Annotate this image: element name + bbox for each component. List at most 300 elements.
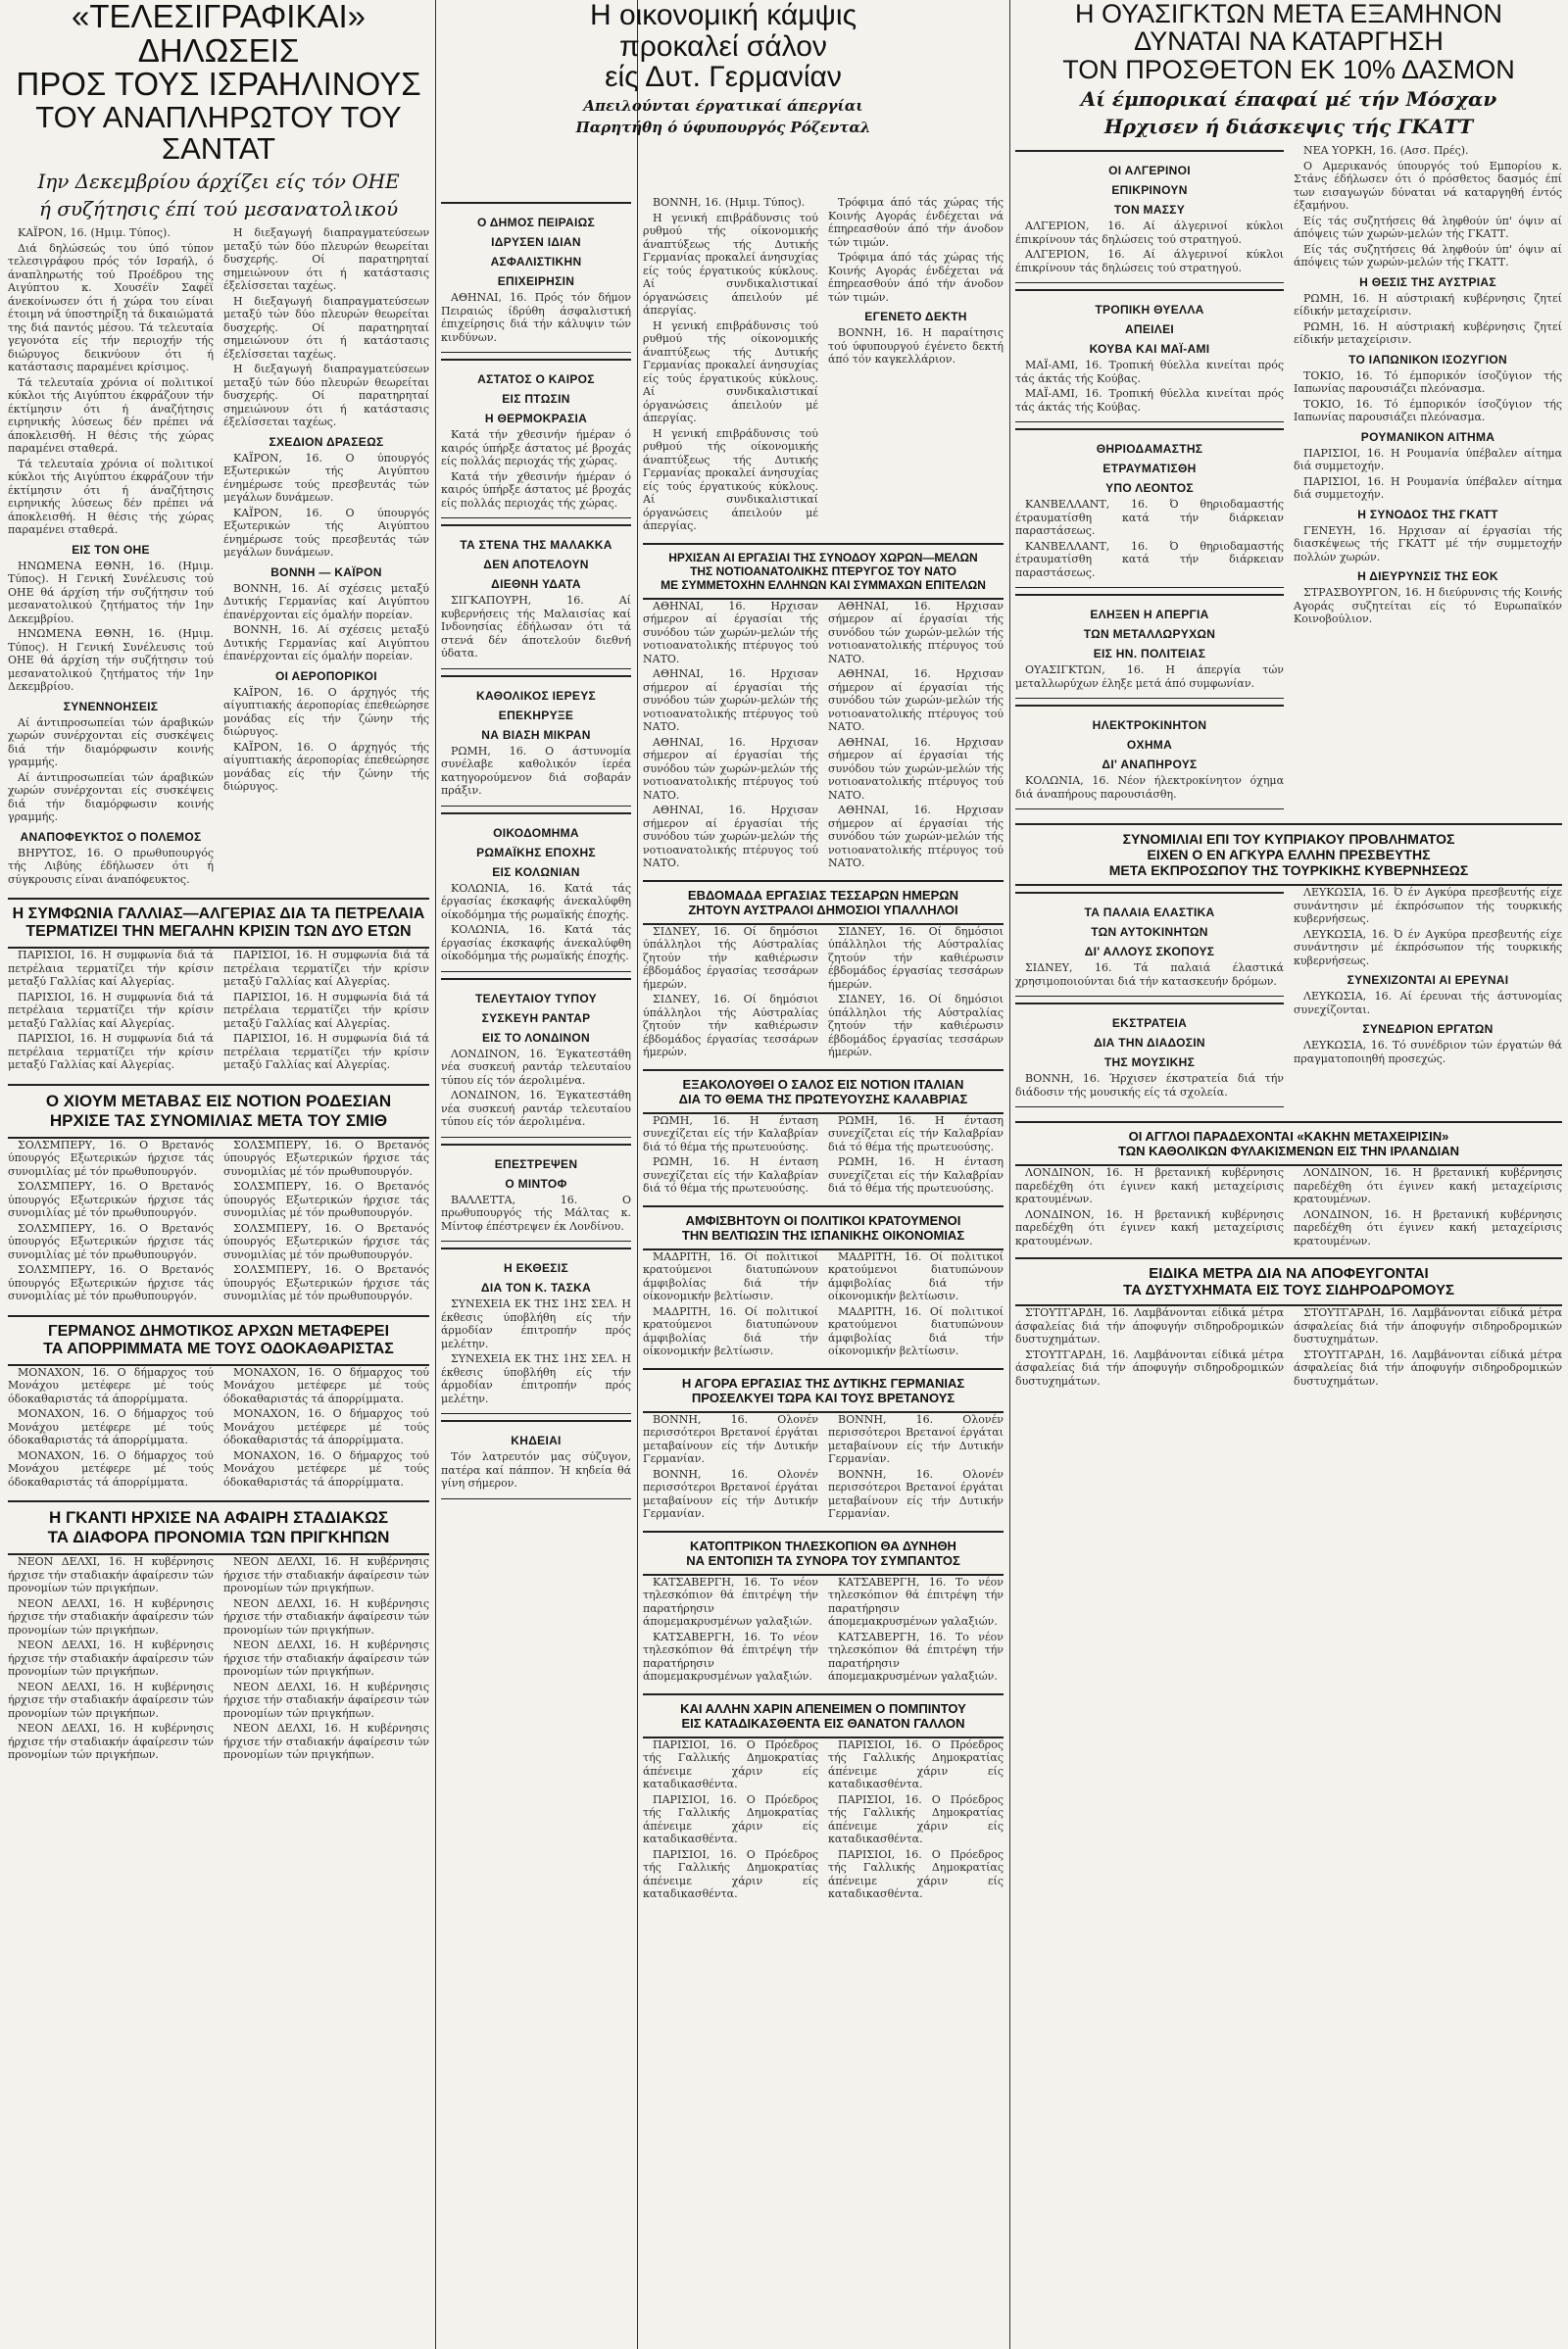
tariff-dateline: ΝΕΑ ΥΟΡΚΗ, 16. (Ασσ. Πρές).: [1303, 144, 1469, 158]
lead-col-2: [223, 226, 429, 888]
section-accepted: ΕΓΕΝΕΤΟ ΔΕΚΤΗ: [864, 310, 967, 323]
box-body: ΑΘΗΝΑΙ, 16. Πρός τόν δήμον Πειραιώς ίδρύθη άσφαλιστική έπιχείρησις διά τήν κάλυψιν τών κινδύνων.: [441, 291, 631, 344]
italy-article: [643, 1069, 1004, 1114]
gandhi-text: ΝΕΟΝ ΔΕΛΧΙ, 16. Η κυβέρνησις ήρχισε τήν σταδιακήν άφαίρεσιν τών προνομίων τών πριγκήπων.: [8, 1596, 214, 1637]
gandhi-text: ΝΕΟΝ ΔΕΛΧΙ, 16. Η κυβέρνησις ήρχισε τήν σταδιακήν άφαίρεσιν τών προνομίων τών πριγκήπων.: [223, 1555, 429, 1595]
box-title: ΑΣΦΑΛΙΣΤΙΚΗΝ: [490, 255, 582, 269]
box-title: ΔΙΑ ΤΟΝ Κ. ΤΑΣΚΑ: [480, 1281, 592, 1295]
section-gatt: Η ΣΥΝΟΔΟΣ ΤΗΣ ΓΚΑΤΤ: [1357, 507, 1498, 521]
section-weapons: ΟΙ ΑΕΡΟΠΟΡΙΚΟΙ: [275, 668, 377, 683]
col2-para: Η διεξαγωγή διαπραγματεύσεων μεταξύ τών δύο πλευρών θεωρείται δυσχερής. Οί παρατηρηταί σημειώνουν ότι ή κατάστασις έξελίσσεται ταχέως.: [223, 226, 429, 293]
box-title: ΕΠΙΚΡΙΝΟΥΝ: [1111, 183, 1188, 198]
box-body: ΛΟΝΔΙΝΟΝ, 16. Έγκατεστάθη νέα συσκευή ραντάρ τελευταίου τύπου είς τόν άερολιμένα.: [441, 1047, 631, 1087]
box-body: Τόν λατρευτόν μας σύζυγον, πατέρα καί πάππον. Ή κηδεία θά γίνη σήμερον.: [441, 1450, 631, 1490]
box-title: ΕΠΕΣΤΡΕΨΕΝ: [494, 1156, 578, 1171]
box-body: ΣΥΝΕΧΕΙΑ ΕΚ ΤΗΣ 1ΗΣ ΣΕΛ. Η έκθεσις ύποβλήθη είς τήν άρμοδίαν έπιτροπήν πρός μελέτην.: [441, 1297, 631, 1350]
cyprus-article: [1015, 823, 1562, 886]
home-text: ΣΟΛΣΜΠΕΡΥ, 16. Ο Βρετανός ύπουργός Εξωτερικών ήρχισε τάς συνομιλίας μέ τόν πρωθυπουργόν.: [223, 1138, 429, 1178]
telescope-body: [643, 1576, 1004, 1686]
spain-headline-2: ΤΗΝ ΒΕΛΤΙΩΣΙΝ ΤΗΣ ΙΣΠΑΝΙΚΗΣ ΟΙΚΟΝΟΜΙΑΣ: [681, 1227, 965, 1243]
section-workers: ΣΥΝΕΔΡΙΟΝ ΕΡΓΑΤΩΝ: [1362, 1022, 1494, 1037]
market-headline-2: ΠΡΟΣΕΛΚΥΕΙ ΤΩΡΑ ΚΑΙ ΤΟΥΣ ΒΡΕΤΑΝΟΥΣ: [691, 1390, 956, 1405]
telescope-text: ΚΑΤΣΑΒΕΡΓΗ, 16. Το νέον τηλεσκόπιον θά έπιτρέψη τήν παρατήρησιν άπομεμακρυσμένων γαλαξιών.: [643, 1630, 818, 1683]
box-title: ΕΚΣΤΡΑΤΕΙΑ: [1111, 1016, 1188, 1031]
section-bonn-cairo: ΒΟΝΝΗ — ΚΑΪΡΟΝ: [270, 564, 382, 579]
para-bonn-cairo: ΒΟΝΝΗ, 16. Αί σχέσεις μεταξύ Δυτικής Γερμανίας καί Αιγύπτου έπανέρχονται είς όμαλήν πορείαν.: [223, 581, 429, 621]
malacca-box: [441, 524, 631, 669]
home-text: ΣΟΛΣΜΠΕΡΥ, 16. Ο Βρετανός ύπουργός Εξωτερικών ήρχισε τάς συνομιλίας μέ τόν πρωθυπουργόν.: [223, 1180, 429, 1220]
tariff-headline-1: Η ΟΥΑΣΙΓΚΤΩΝ ΜΕΤΑ ΕΞΑΜΗΝΟΝ: [1075, 0, 1502, 28]
tariff-headline-2: ΔΥΝΑΤΑΙ ΝΑ ΚΑΤΑΡΓΗΣΗ: [1134, 26, 1444, 57]
box-title: ΚΟΥΒΑ ΚΑΙ ΜΑΪ-ΑΜΙ: [1089, 342, 1210, 357]
gandhi-text: ΝΕΟΝ ΔΕΛΧΙ, 16. Η κυβέρνησις ήρχισε τήν σταδιακήν άφαίρεσιν τών προνομίων τών πριγκήπων.: [223, 1639, 429, 1679]
algeria-text: ΠΑΡΙΣΙΟΙ, 16. Η συμφωνία διά τά πετρέλαια τερματίζει τήν κρίσιν μεταξύ Γαλλίας καί Αλγερίας.: [223, 949, 429, 989]
para-eoc: ΣΤΡΑΣΒΟΥΡΓΟΝ, 16. Η διεύρυνσις τής Κοινής Αγοράς συζητείται είς τό Ευρωπαϊκόν Κοινοβούλιον.: [1294, 586, 1562, 626]
lead-headline-2: ΠΡΟΣ ΤΟΥΣ ΙΣΡΑΗΛΙΝΟΥΣ: [16, 66, 421, 103]
box-body: ΚΟΛΩΝΙΑ, 16. Νέον ήλεκτροκίνητον όχημα διά άναπήρους παρουσιάσθη.: [1015, 774, 1284, 801]
box-title: ΑΣΤΑΤΟΣ Ο ΚΑΙΡΟΣ: [477, 372, 595, 386]
home-article: [8, 1084, 429, 1139]
center-block: [643, 0, 1004, 2349]
para-search: ΛΕΥΚΩΣΙΑ, 16. Αί έρευναι τής άστυνομίας συνεχίζονται.: [1294, 990, 1562, 1016]
box-body: ΚΟΛΩΝΙΑ, 16. Κατά τάς έργασίας έκσκαφής άνεκαλύφθη οίκοδόμημα τής ρωμαϊκής έποχής.: [441, 881, 631, 921]
para-austria: ΡΩΜΗ, 16. Η αύστριακή κυβέρνησις ζητεί είδικήν μεταχείρισιν.: [1294, 319, 1562, 347]
nato-text: ΑΘΗΝΑΙ, 16. Ηρχισαν σήμερον αί έργασίαι τής συνόδου τών χωρών-μελών τής νοτιοανατολικής πτέρυγος τού ΝΑΤΟ.: [643, 599, 818, 665]
algeria-article: [8, 898, 429, 949]
telescope-text: ΚΑΤΣΑΒΕΡΓΗ, 16. Το νέον τηλεσκόπιον θά έπιτρέψη τήν παρατήρησιν άπομεμακρυσμένων γαλαξιών.: [828, 1575, 1004, 1628]
gandhi-text: ΝΕΟΝ ΔΕΛΧΙ, 16. Η κυβέρνησις ήρχισε τήν σταδιακήν άφαίρεσιν τών προνομίων τών πριγκήπων.: [8, 1722, 214, 1762]
box-title: ΤΩΝ ΑΥΤΟΚΙΝΗΤΩΝ: [1091, 925, 1208, 940]
nato-text: ΑΘΗΝΑΙ, 16. Ηρχισαν σήμερον αί έργασίαι τής συνόδου τών χωρών-μελών τής νοτιοανατολικής πτέρυγος τού ΝΑΤΟ.: [828, 735, 1004, 802]
radar-box: [441, 978, 631, 1138]
box-body: ΜΑΪ-ΑΜΙ, 16. Τροπική θύελλα κινείται πρός τάς άκτάς τής Κούβας.: [1015, 359, 1284, 385]
gandhi-text: ΝΕΟΝ ΔΕΛΧΙ, 16. Η κυβέρνησις ήρχισε τήν σταδιακήν άφαίρεσιν τών προνομίων τών πριγκήπων.: [223, 1722, 429, 1762]
tariff-text: Ο Αμερικανός ύπουργός τού Εμπορίου κ. Στάνς έδήλωσεν ότι ό πρόσθετος δασμός έπί των εισαγωγών δύναται νά καταργηθή έντός έξαμήνου.: [1294, 159, 1562, 213]
pardon-body: [643, 1738, 1004, 1903]
box-title: ΔΙ' ΑΝΑΠΗΡΟΥΣ: [1102, 758, 1198, 772]
home-text: ΣΟΛΣΜΠΕΡΥ, 16. Ο Βρετανός ύπουργός Εξωτερικών ήρχισε τάς συνομιλίας μέ τόν πρωθυπουργόν.: [223, 1221, 429, 1261]
pardon-text: ΠΑΡΙΣΙΟΙ, 16. Ο Πρόεδρος τής Γαλλικής Δημοκρατίας άπένειμε χάριν είς καταδικασθέντα.: [828, 1737, 1004, 1790]
gandhi-body: [8, 1555, 429, 1764]
econ-body: [643, 196, 1004, 535]
spain-body: [643, 1250, 1004, 1360]
col5-para: Τρόφιμα άπό τάς χώρας τής Κοινής Αγοράς ένδέχεται νά έπηρεασθούν άπό τήν άνοδον τών τιμών.: [828, 251, 1004, 304]
storm-box: [1015, 289, 1284, 422]
gandhi-headline-2: ΤΑ ΔΙΑΦΟΡΑ ΠΡΟΝΟΜΙΑ ΤΩΝ ΠΡΙΓΚΗΠΩΝ: [47, 1528, 390, 1547]
munich-text: ΜΟΝΑΧΟΝ, 16. Ο δήμαρχος τού Μονάχου μετέφερε μέ τούς όδοκαθαριστάς τά άπορρίμματα.: [223, 1365, 429, 1405]
para-war: ΒΗΡΥΤΟΣ, 16. Ο πρωθυπουργός τής Λιβύης έδήλωσεν ότι ή σύγκρουσις είναι άναπόφευκτος.: [8, 846, 214, 886]
box-title: ΤΟΝ ΜΑΣΣΥ: [1113, 203, 1186, 218]
box-body: ΛΟΝΔΙΝΟΝ, 16. Έγκατεστάθη νέα συσκευή ραντάρ τελευταίου τύπου είς τόν άερολιμένα.: [441, 1089, 631, 1128]
rail-text: ΣΤΟΥΤΓΑΡΔΗ, 16. Λαμβάνονται είδικά μέτρα άσφαλείας διά τήν άποφυγήν σιδηροδρομικών δυστυχημάτων.: [1015, 1306, 1284, 1346]
box-body: ΣΙΔΝΕΥ, 16. Τά παλαιά έλαστικά χρησιμοποιούνται διά τήν κατασκευήν δρόμων.: [1015, 961, 1284, 988]
econ-headline-2: προκαλεί σάλον: [619, 29, 827, 63]
box-body: ΑΛΓΕΡΙΟΝ, 16. Αί άλγερινοί κύκλοι έπικρίνουν τάς δηλώσεις τού στρατηγού.: [1015, 248, 1284, 274]
para-austria: ΡΩΜΗ, 16. Η αύστριακή κυβέρνησις ζητεί είδικήν μεταχείρισιν.: [1294, 291, 1562, 318]
col5-para: Τρόφιμα άπό τάς χώρας τής Κοινής Αγοράς ένδέχεται νά έπηρεασθούν άπό τήν άνοδον τών τιμών.: [828, 196, 1004, 249]
tamer-box: [1015, 428, 1284, 588]
workweek-text: ΣΙΔΝΕΥ, 16. Οί δημόσιοι ύπάλληλοι τής Αύστραλίας ζητούν τήν καθιέρωσιν έβδομάδος έργασίας τεσσάρων ήμερών.: [643, 924, 818, 991]
algeria-headline-2: ΤΕΡΜΑΤΙΖΕΙ ΤΗΝ ΜΕΓΑΛΗΝ ΚΡΙΣΙΝ ΤΩΝ ΔΥΟ ΕΤΩΝ: [25, 923, 412, 941]
munich-headline-1: ΓΕΡΜΑΝΟΣ ΔΗΜΟΤΙΚΟΣ ΑΡΧΩΝ ΜΕΤΑΦΕΡΕΙ: [47, 1322, 390, 1340]
box-title: ΕΙΣ ΠΤΩΣΙΝ: [502, 392, 570, 406]
italy-text: ΡΩΜΗ, 16. Η ένταση συνεχίζεται είς τήν Καλαβρίαν διά τό θέμα τής πρωτευούσης.: [643, 1155, 818, 1195]
para-japan: ΤΟΚΙΟ, 16. Τό έμπορικόν ίσοζύγιον τής Ιαπωνίας παρουσιάζει πλεόνασμα.: [1294, 368, 1562, 396]
lead-article: [8, 0, 429, 220]
para-romania: ΠΑΡΙΣΙΟΙ, 16. Η Ρουμανία ύπέβαλεν αίτημα διά συμμετοχήν.: [1294, 474, 1562, 502]
ireland-headline-2: ΤΩΝ ΚΑΘΟΛΙΚΩΝ ΦΥΛΑΚΙΣΜΕΝΩΝ ΕΙΣ ΤΗΝ ΙΡΛΑΝΔΙΑΝ: [1117, 1144, 1460, 1159]
nato-article: [643, 543, 1004, 600]
telescope-article: [643, 1531, 1004, 1576]
tariff-subheadline-2: Ηρχισεν ή διάσκεψις τής ΓΚΑΤΤ: [1103, 115, 1474, 139]
right-block: [1015, 0, 1562, 2349]
box-title: ΕΠΙΧΕΙΡΗΣΙΝ: [497, 274, 575, 288]
cyprus-text: ΛΕΥΚΩΣΙΑ, 16. Ό έν Αγκύρα πρεσβευτής είχε συνάντησιν μέ έκπρόσωπον τής τουρκικής κυβερνήσεως.: [1294, 886, 1562, 926]
col7-para: Είς τάς συζητήσεις θά ληφθούν ύπ' όψιν αί άπόψεις τών χωρών-μελών τής ΓΚΑΤΤ.: [1294, 214, 1562, 241]
cyprus-headline-3: ΜΕΤΑ ΕΚΠΡΟΣΩΠΟΥ ΤΗΣ ΤΟΥΡΚΙΚΗΣ ΚΥΒΕΡΝΗΣΕΩΣ: [1108, 862, 1469, 879]
rail-text: ΣΤΟΥΤΓΑΡΔΗ, 16. Λαμβάνονται είδικά μέτρα άσφαλείας διά τήν άποφυγήν σιδηροδρομικών δυστυχημάτων.: [1015, 1347, 1284, 1388]
gandhi-article: [8, 1500, 429, 1555]
ireland-article: [1015, 1121, 1562, 1166]
cyprus-headline-2: ΕΙΧΕΝ Ο ΕΝ ΑΓΚΥΡΑ ΕΛΛΗΝ ΠΡΕΣΒΕΥΤΗΣ: [1147, 847, 1431, 863]
gandhi-text: ΝΕΟΝ ΔΕΛΧΙ, 16. Η κυβέρνησις ήρχισε τήν σταδιακήν άφαίρεσιν τών προνομίων τών πριγκήπων.: [8, 1680, 214, 1720]
rail-body: [1015, 1306, 1562, 1390]
nato-headline-2: ΤΗΣ ΝΟΤΙΟΑΝΑΤΟΛΙΚΗΣ ΠΤΕΡΥΓΟΣ ΤΟΥ ΝΑΤΟ: [690, 563, 956, 578]
spain-text: ΜΑΔΡΙΤΗ, 16. Οί πολιτικοί κρατούμενοι διατυπώνουν άμφιβολίας διά τήν οίκονομικήν βελτίωσιν.: [643, 1249, 818, 1302]
box-title: ΤΗΣ ΜΟΥΣΙΚΗΣ: [1103, 1055, 1196, 1070]
box-title: Η ΘΕΡΜΟΚΡΑΣΙΑ: [484, 412, 588, 425]
box-title: ΟΙ ΑΛΓΕΡΙΝΟΙ: [1108, 164, 1191, 178]
lead-dateline: ΚΑΪΡΟΝ, 16. (Ημιμ. Τύπος).: [18, 226, 171, 240]
algeria-headline-1: Η ΣΥΜΦΩΝΙΑ ΓΑΛΛΙΑΣ—ΑΛΓΕΡΙΑΣ ΔΙΑ ΤΑ ΠΕΤΡΕΛΑΙΑ: [12, 905, 425, 923]
para-un: ΗΝΩΜΕΝΑ ΕΘΝΗ, 16. (Ημιμ. Τύπος). Η Γενική Συνέλευσις τού ΟΗΕ θά άρχίση τήν συζήτησιν τού μεσανατολικού ζητήματος τήν 1ην Δεκεμβρίου.: [8, 559, 214, 625]
italy-headline-2: ΔΙΑ ΤΟ ΘΕΜΑ ΤΗΣ ΠΡΩΤΕΥΟΥΣΗΣ ΚΑΛΑΒΡΙΑΣ: [678, 1091, 968, 1106]
workweek-headline-2: ΖΗΤΟΥΝ ΑΥΣΤΡΑΛΟΙ ΔΗΜΟΣΙΟΙ ΥΠΑΛΛΗΛΟΙ: [688, 902, 958, 917]
lead-headline-1: «ΤΕΛΕΣΙΓΡΑΦΙΚΑΙ» ΔΗΛΩΣΕΙΣ: [72, 0, 366, 69]
section-search: ΣΥΝΕΧΙΖΟΝΤΑΙ ΑΙ ΕΡΕΥΝΑΙ: [1347, 973, 1509, 988]
algeria-text: ΠΑΡΙΣΙΟΙ, 16. Η συμφωνία διά τά πετρέλαια τερματίζει τήν κρίσιν μεταξύ Γαλλίας καί Αλγερίας.: [8, 990, 214, 1030]
market-text: ΒΟΝΝΗ, 16. Ολονέν περισσότεροι Βρετανοί έργάται μεταβαίνουν είς τήν Δυτικήν Γερμανίαν.: [643, 1412, 818, 1465]
italy-text: ΡΩΜΗ, 16. Η ένταση συνεχίζεται είς τήν Καλαβρίαν διά τό θέμα τής πρωτευούσης.: [828, 1113, 1004, 1153]
home-body: [8, 1139, 429, 1305]
pardon-text: ΠΑΡΙΣΙΟΙ, 16. Ο Πρόεδρος τής Γαλλικής Δημοκρατίας άπένειμε χάριν είς καταδικασθέντα.: [828, 1847, 1004, 1900]
nato-text: ΑΘΗΝΑΙ, 16. Ηρχισαν σήμερον αί έργασίαι τής συνόδου τών χωρών-μελών τής νοτιοανατολικής πτέρυγος τού ΝΑΤΟ.: [643, 667, 818, 733]
column-rule: [1009, 0, 1010, 2349]
rail-text: ΣΤΟΥΤΓΑΡΔΗ, 16. Λαμβάνονται είδικά μέτρα άσφαλείας διά τήν άποφυγήν σιδηροδρομικών δυστυχημάτων.: [1294, 1306, 1562, 1346]
box-title: ΙΔΡΥΣΕΝ ΙΔΙΑΝ: [491, 235, 581, 249]
econ-headline-3: είς Δυτ. Γερμανίαν: [605, 61, 842, 93]
col2-para: Η διεξαγωγή διαπραγματεύσεων μεταξύ τών δύο πλευρών θεωρείται δυσχερής. Οί παρατηρηταί σημειώνουν ότι ή κατάστασις έξελίσσεται ταχέως.: [223, 363, 429, 429]
home-text: ΣΟΛΣΜΠΕΡΥ, 16. Ο Βρετανός ύπουργός Εξωτερικών ήρχισε τάς συνομιλίας μέ τόν πρωθυπουργόν.: [8, 1221, 214, 1261]
box-body: ΚΑΝΒΕΛΛΑΝΤ, 16. Ό θηριοδαμαστής έτραυματίσθη κατά τήν διάρκειαν παραστάσεως.: [1015, 498, 1284, 538]
ireland-text: ΛΟΝΔΙΝΟΝ, 16. Η βρετανική κυβέρνησις παρεδέχθη ότι έγινεν κακή μεταχείρισις κρατουμένων.: [1015, 1207, 1284, 1248]
box-body: Κατά τήν χθεσινήν ήμέραν ό καιρός ύπήρξε άστατος μέ βροχάς είς πολλάς περιοχάς τής χώρας.: [441, 428, 631, 467]
tariff-subheadline-1: Αί έμπορικαί έπαφαί μέ τήν Μόσχαν: [1080, 87, 1497, 112]
workweek-text: ΣΙΔΝΕΥ, 16. Οί δημόσιοι ύπάλληλοι τής Αύστραλίας ζητούν τήν καθιέρωσιν έβδομάδος έργασίας τεσσάρων ήμερών.: [828, 993, 1004, 1058]
box-body: ΡΩΜΗ, 16. Ο άστυνομία συνέλαβε καθολικόν ίερέα κατηγορούμενον διά σοβαράν πράξιν.: [441, 744, 631, 797]
econ-subheadline-1: Απειλούνται έργατικαί άπεργίαι: [583, 96, 863, 115]
workweek-article: [643, 880, 1004, 925]
munich-text: ΜΟΝΑΧΟΝ, 16. Ο δήμαρχος τού Μονάχου μετέφερε μέ τούς όδοκαθαριστάς τά άπορρίμματα.: [8, 1365, 214, 1405]
left-block: [8, 0, 429, 2349]
munich-text: ΜΟΝΑΧΟΝ, 16. Ο δήμαρχος τού Μονάχου μετέφερε μέ τούς όδοκαθαριστάς τά άπορρίμματα.: [8, 1448, 214, 1489]
telescope-headline-2: ΝΑ ΕΝΤΟΠΙΣΗ ΤΑ ΣΥΝΟΡΑ ΤΟΥ ΣΥΜΠΑΝΤΟΣ: [686, 1552, 960, 1568]
tariff-article-head: [1015, 0, 1562, 138]
box-body: ΒΟΝΝΗ, 16. Ήρχισεν έκστρατεία διά τήν διάδοσιν τής μουσικής είς τά σχολεία.: [1015, 1072, 1284, 1099]
box-body: ΚΟΛΩΝΙΑ, 16. Κατά τάς έργασίας έκσκαφής άνεκαλύφθη οίκοδόμημα τής ρωμαϊκής έποχής.: [441, 923, 631, 962]
box-title: ΥΠΟ ΛΕΟΝΤΟΣ: [1105, 481, 1194, 496]
music-box: [1015, 1003, 1284, 1107]
strike-box: [1015, 594, 1284, 699]
market-headline-1: Η ΑΓΟΡΑ ΕΡΓΑΣΙΑΣ ΤΗΣ ΔΥΤΙΚΗΣ ΓΕΡΜΑΝΙΑΣ: [681, 1375, 965, 1391]
telescope-text: ΚΑΤΣΑΒΕΡΓΗ, 16. Το νέον τηλεσκόπιον θά έπιτρέψη τήν παρατήρησιν άπομεμακρυσμένων γαλαξιών.: [643, 1575, 818, 1628]
algeria-text: ΠΑΡΙΣΙΟΙ, 16. Η συμφωνία διά τά πετρέλαια τερματίζει τήν κρίσιν μεταξύ Γαλλίας καί Αλγερίας.: [223, 1032, 429, 1072]
munich-text: ΜΟΝΑΧΟΝ, 16. Ο δήμαρχος τού Μονάχου μετέφερε μέ τούς όδοκαθαριστάς τά άπορρίμματα.: [8, 1407, 214, 1447]
col7-para: Είς τάς συζητήσεις θά ληφθούν ύπ' όψιν αί άπόψεις τών χωρών-μελών τής ΓΚΑΤΤ.: [1294, 242, 1562, 269]
box-title: ΤΑ ΠΑΛΑΙΑ ΕΛΑΣΤΙΚΑ: [1084, 905, 1215, 920]
para-romania: ΠΑΡΙΣΙΟΙ, 16. Η Ρουμανία ύπέβαλεν αίτημα διά συμμετοχήν.: [1294, 446, 1562, 473]
nato-text: ΑΘΗΝΑΙ, 16. Ηρχισαν σήμερον αί έργασίαι τής συνόδου τών χωρών-μελών τής νοτιοανατολικής πτέρυγος τού ΝΑΤΟ.: [643, 804, 818, 869]
para-plans: ΚΑΪΡΟΝ, 16. Ο ύπουργός Εξωτερικών τής Αιγύπτου ένημέρωσε τούς πρεσβευτάς τών μεγάλων δυνάμεων.: [223, 506, 429, 560]
funeral-box: [441, 1420, 631, 1499]
lead-body: Διά δηλώσεώς του ύπό τύπον τελεσιγράφου πρός τόν Ισραήλ, ό άναπληρωτής τού Προέδρου της Αιγύπτου κ. Χουσέϊν Σαφέϊ άνεκοίνωσεν ότι ή χώρα του είναι έτοιμη νά ύποστηρίξη τά δικαιώματά της διά παντός μέσου. Τά τελευταία γεγονότα είς τήν περιοχήν τής διώρυγος δεικνύουν ότι ή κατάστασις παραμένει κρίσιμος.: [8, 241, 214, 374]
right-upper-columns: [1015, 144, 1562, 815]
home-headline-1: Ο ΧΙΟΥΜ ΜΕΤΑΒΑΣ ΕΙΣ ΝΟΤΙΟΝ ΡΟΔΕΣΙΑΝ: [45, 1091, 392, 1110]
pardon-text: ΠΑΡΙΣΙΟΙ, 16. Ο Πρόεδρος τής Γαλλικής Δημοκρατίας άπένειμε χάριν είς καταδικασθέντα.: [643, 1792, 818, 1845]
mintoff-box: [441, 1144, 631, 1243]
ireland-text: ΛΟΝΔΙΝΟΝ, 16. Η βρετανική κυβέρνησις παρεδέχθη ότι έγινεν κακή μεταχείρισις κρατουμένων.: [1294, 1166, 1562, 1206]
section-eoc: Η ΔΙΕΥΡΥΝΣΙΣ ΤΗΣ ΕΟΚ: [1357, 569, 1498, 584]
algeria-text: ΠΑΡΙΣΙΟΙ, 16. Η συμφωνία διά τά πετρέλαια τερματίζει τήν κρίσιν μεταξύ Γαλλίας καί Αλγερίας.: [223, 990, 429, 1030]
market-body: [643, 1413, 1004, 1523]
labour-market-article: [643, 1368, 1004, 1413]
col6: [1015, 144, 1284, 815]
tyres-box: [1015, 892, 1284, 997]
ireland-text: ΛΟΝΔΙΝΟΝ, 16. Η βρετανική κυβέρνησις παρεδέχθη ότι έγινεν κακή μεταχείρισις κρατουμένων.: [1015, 1166, 1284, 1206]
para-accepted: ΒΟΝΝΗ, 16. Η παραίτησις τού ύφυπουργού έγένετο δεκτή άπό τόν καγκελλάριον.: [828, 326, 1004, 366]
priest-box: [441, 675, 631, 807]
column-rule: [435, 0, 436, 2349]
nato-body: [643, 600, 1004, 872]
gandhi-headline-1: Η ΓΚΑΝΤΙ ΗΡΧΙΣΕ ΝΑ ΑΦΑΙΡΗ ΣΤΑΔΙΑΚΩΣ: [48, 1508, 389, 1528]
para-agreement: Αί άντιπροσωπείαι τών άραβικών χωρών συνέρχονται είς συσκέψεις διά τήν διαμόρφωσιν κοινής γραμμής.: [8, 770, 214, 824]
lead-subheadline-2: ή συζήτησις έπί τού μεσανατολικού: [38, 197, 399, 221]
box-title: ΕΙΣ ΚΟΛΩΝΙΑΝ: [492, 864, 580, 879]
econ-text: Η γενική επιβράδυνσις τού ρυθμού τής οίκονομικής άναπτύξεως τής Δυτικής Γερμανίας προκαλεί άνησυχίας είς τούς έργατικούς κύκλους. Αί συνδικαλιστικαί όργανώσεις άπειλούν μέ άπεργίας.: [643, 211, 818, 317]
rail-headline-2: ΤΑ ΔΥΣΤΥΧΗΜΑΤΑ ΕΙΣ ΤΟΥΣ ΣΙΔΗΡΟΔΡΟΜΟΥΣ: [1123, 1282, 1454, 1299]
pardon-text: ΠΑΡΙΣΙΟΙ, 16. Ο Πρόεδρος τής Γαλλικής Δημοκρατίας άπένειμε χάριν είς καταδικασθέντα.: [828, 1792, 1004, 1845]
box-title: Ο ΜΙΝΤΟΦ: [505, 1176, 567, 1191]
box-title: ΘΗΡΙΟΔΑΜΑΣΤΗΣ: [1096, 442, 1203, 457]
rail-article: [1015, 1257, 1562, 1306]
para-gatt: ΓΕΝΕΥΗ, 16. Ηρχισαν αί έργασίαι τής διασκέψεως τής ΓΚΑΤΤ μέ τήν συμμετοχήν πολλών χωρών.: [1294, 523, 1562, 563]
para-un: ΗΝΩΜΕΝΑ ΕΘΝΗ, 16. (Ημιμ. Τύπος). Η Γενική Συνέλευσις τού ΟΗΕ θά άρχίση τήν συζήτησιν τού μεσανατολικού ζητήματος τήν 1ην Δεκεμβρίου.: [8, 627, 214, 694]
gandhi-text: ΝΕΟΝ ΔΕΛΧΙ, 16. Η κυβέρνησις ήρχισε τήν σταδιακήν άφαίρεσιν τών προνομίων τών πριγκήπων.: [8, 1555, 214, 1595]
box-body: ΒΑΛΛΕΤΤΑ, 16. Ο πρωθυπουργός τής Μάλτας κ. Μίντοφ έπέστρεψεν έκ Λονδίνου.: [441, 1193, 631, 1233]
box-title: ΕΤΡΑΥΜΑΤΙΣΘΗ: [1102, 462, 1197, 476]
box-body: ΜΑΪ-ΑΜΙ, 16. Τροπική θύελλα κινείται πρός τάς άκτάς τής Κούβας.: [1015, 387, 1284, 414]
cologne-box: [441, 812, 631, 972]
market-text: ΒΟΝΝΗ, 16. Ολονέν περισσότεροι Βρετανοί έργάται μεταβαίνουν είς τήν Δυτικήν Γερμανίαν.: [828, 1467, 1004, 1520]
cyprus-headline-1: ΣΥΝΟΜΙΛΙΑΙ ΕΠΙ ΤΟΥ ΚΥΠΡΙΑΚΟΥ ΠΡΟΒΛΗΜΑΤΟΣ: [1122, 831, 1455, 848]
box-title: ΤΕΛΕΥΤΑΙΟΥ ΤΥΠΟΥ: [475, 991, 597, 1005]
home-text: ΣΟΛΣΜΠΕΡΥ, 16. Ο Βρετανός ύπουργός Εξωτερικών ήρχισε τάς συνομιλίας μέ τόν πρωθυπουργόν.: [8, 1180, 214, 1220]
box-title: ΟΧΗΜΑ: [1126, 738, 1173, 753]
section-un: ΕΙΣ ΤΟΝ ΟΗΕ: [72, 542, 150, 557]
workweek-headline-1: ΕΒΔΟΜΑΔΑ ΕΡΓΑΣΙΑΣ ΤΕΣΣΑΡΩΝ ΗΜΕΡΩΝ: [687, 887, 959, 903]
box-title: Ο ΔΗΜΟΣ ΠΕΙΡΑΙΩΣ: [476, 216, 596, 229]
box-title: ΚΗΔΕΙΑΙ: [511, 1434, 562, 1447]
lead-col-1: [8, 226, 214, 888]
algeria-body: [8, 949, 429, 1074]
nato-text: ΑΘΗΝΑΙ, 16. Ηρχισαν σήμερον αί έργασίαι τής συνόδου τών χωρών-μελών τής νοτιοανατολικής πτέρυγος τού ΝΑΤΟ.: [828, 599, 1004, 665]
nato-headline-1: ΗΡΧΙΣΑΝ ΑΙ ΕΡΓΑΣΙΑΙ ΤΗΣ ΣΥΝΟΔΟΥ ΧΩΡΩΝ—ΜΕΛΩΝ: [668, 550, 978, 564]
box-title: ΤΡΟΠΙΚΗ ΘΥΕΛΛΑ: [1095, 303, 1204, 318]
section-agreement: ΣΥΝΕΝΝΟΗΣΕΙΣ: [63, 699, 159, 713]
box-title: ΔΙΑ ΤΗΝ ΔΙΑΔΟΣΙΝ: [1094, 1036, 1205, 1051]
report-box: [441, 1248, 631, 1414]
market-text: ΒΟΝΝΗ, 16. Ολονέν περισσότεροι Βρετανοί έργάται μεταβαίνουν είς τήν Δυτικήν Γερμανίαν.: [643, 1467, 818, 1520]
munich-text: ΜΟΝΑΧΟΝ, 16. Ο δήμαρχος τού Μονάχου μετέφερε μέ τούς όδοκαθαριστάς τά άπορρίμματα.: [223, 1448, 429, 1489]
italy-text: ΡΩΜΗ, 16. Η ένταση συνεχίζεται είς τήν Καλαβρίαν διά τό θέμα τής πρωτευούσης.: [828, 1155, 1004, 1195]
nato-text: ΑΘΗΝΑΙ, 16. Ηρχισαν σήμερον αί έργασίαι τής συνόδου τών χωρών-μελών τής νοτιοανατολικής πτέρυγος τού ΝΑΤΟ.: [828, 667, 1004, 733]
spain-text: ΜΑΔΡΙΤΗ, 16. Οί πολιτικοί κρατούμενοι διατυπώνουν άμφιβολίας διά τήν οίκονομικήν βελτίωσιν.: [828, 1304, 1004, 1357]
italy-headline-1: ΕΞΑΚΟΛΟΥΘΕΙ Ο ΣΑΛΟΣ ΕΙΣ ΝΟΤΙΟΝ ΙΤΑΛΙΑΝ: [682, 1076, 964, 1092]
lead-columns: [8, 226, 429, 888]
box-title: ΤΑ ΣΤΕΝΑ ΤΗΣ ΜΑΛΑΚΚΑ: [460, 538, 612, 552]
ireland-body: [1015, 1166, 1562, 1249]
munich-body: [8, 1366, 429, 1492]
home-text: ΣΟΛΣΜΠΕΡΥ, 16. Ο Βρετανός ύπουργός Εξωτερικών ήρχισε τάς συνομιλίας μέ τόν πρωθυπουργόν.: [223, 1263, 429, 1303]
rail-text: ΣΤΟΥΤΓΑΡΔΗ, 16. Λαμβάνονται είδικά μέτρα άσφαλείας διά τήν άποφυγήν σιδηροδρομικών δυστυχημάτων.: [1294, 1347, 1562, 1388]
section-austria: Η ΘΕΣΙΣ ΤΗΣ ΑΥΣΤΡΙΑΣ: [1359, 274, 1496, 289]
econ-text: Η γενική επιβράδυνσις τού ρυθμού τής οίκονομικής άναπτύξεως τής Δυτικής Γερμανίας προκαλεί άνησυχίας είς τούς έργατικούς κύκλους. Αί συνδικαλιστικαί όργανώσεις άπειλούν μέ άπεργίας.: [643, 426, 818, 532]
box-title: ΗΛΕΚΤΡΟΚΙΝΗΤΟΝ: [1092, 718, 1207, 733]
box-title: ΔΙΕΘΝΗ ΥΔΑΤΑ: [491, 577, 581, 591]
para-workers: ΛΕΥΚΩΣΙΑ, 16. Τό συνέδριον τών έργατών θά πραγματοποιηθή προσεχώς.: [1294, 1039, 1562, 1065]
box-title: ΔΙ' ΑΛΛΟΥΣ ΣΚΟΠΟΥΣ: [1084, 945, 1215, 959]
section-japan: ΤΟ ΙΑΠΩΝΙΚΟΝ ΙΣΟΖΥΓΙΟΝ: [1348, 352, 1507, 367]
spain-article: [643, 1205, 1004, 1250]
home-text: ΣΟΛΣΜΠΕΡΥ, 16. Ο Βρετανός ύπουργός Εξωτερικών ήρχισε τάς συνομιλίας μέ τόν πρωθυπουργόν.: [8, 1138, 214, 1178]
pardon-headline-1: ΚΑΙ ΑΛΛΗΝ ΧΑΡΙΝ ΑΠΕΝΕΙΜΕΝ Ο ΠΟΜΠΙΝΤΟΥ: [680, 1700, 966, 1716]
box-title: ΟΙΚΟΔΟΜΗΜΑ: [493, 825, 579, 840]
munich-text: ΜΟΝΑΧΟΝ, 16. Ο δήμαρχος τού Μονάχου μετέφερε μέ τούς όδοκαθαριστάς τά άπορρίμματα.: [223, 1407, 429, 1447]
box-title: ΕΙΣ ΗΝ. ΠΟΛΙΤΕΙΑΣ: [1093, 647, 1206, 661]
nato-text: ΑΘΗΝΑΙ, 16. Ηρχισαν σήμερον αί έργασίαι τής συνόδου τών χωρών-μελών τής νοτιοανατολικής πτέρυγος τού ΝΑΤΟ.: [828, 804, 1004, 869]
para-japan: ΤΟΚΙΟ, 16. Τό έμπορικόν ίσοζύγιον τής Ιαπωνίας παρουσιάζει πλεόνασμα.: [1294, 397, 1562, 424]
home-text: ΣΟΛΣΜΠΕΡΥ, 16. Ο Βρετανός ύπουργός Εξωτερικών ήρχισε τάς συνομιλίας μέ τόν πρωθυπουργόν.: [8, 1263, 214, 1303]
box-title: ΝΑ ΒΙΑΣΗ ΜΙΚΡΑΝ: [481, 727, 591, 742]
para-bonn-cairo: ΒΟΝΝΗ, 16. Αί σχέσεις μεταξύ Δυτικής Γερμανίας καί Αιγύπτου έπανέρχονται είς όμαλήν πορείαν.: [223, 623, 429, 663]
box-title: ΡΩΜΑΪΚΗΣ ΕΠΟΧΗΣ: [476, 845, 596, 859]
cyprus-text: ΛΕΥΚΩΣΙΑ, 16. Ό έν Αγκύρα πρεσβευτής είχε συνάντησιν μέ έκπρόσωπον τής τουρκικής κυβερνήσεως.: [1294, 927, 1562, 967]
italy-text: ΡΩΜΗ, 16. Η ένταση συνεχίζεται είς τήν Καλαβρίαν διά τό θέμα τής πρωτευούσης.: [643, 1113, 818, 1153]
box-title: ΤΩΝ ΜΕΤΑΛΛΩΡΥΧΩΝ: [1083, 627, 1216, 642]
box-title: ΣΥΣΚΕΥΗ ΡΑΝΤΑΡ: [481, 1010, 591, 1025]
econ-subheadline-2: Παρητήθη ό ύφυπουργός Ρόζενταλ: [575, 118, 871, 136]
box-body: ΟΥΑΣΙΓΚΤΩΝ, 16. Η άπεργία τών μεταλλωρύχων έληξε μετά άπό συμφωνίαν.: [1015, 663, 1284, 690]
gandhi-text: ΝΕΟΝ ΔΕΛΧΙ, 16. Η κυβέρνησις ήρχισε τήν σταδιακήν άφαίρεσιν τών προνομίων τών πριγκήπων.: [8, 1639, 214, 1679]
spain-text: ΜΑΔΡΙΤΗ, 16. Οί πολιτικοί κρατούμενοι διατυπώνουν άμφιβολίας διά τήν οίκονομικήν βελτίωσιν.: [643, 1304, 818, 1357]
box-body: ΑΛΓΕΡΙΟΝ, 16. Αί άλγερινοί κύκλοι έπικρίνουν τάς δηλώσεις τού στρατηγού.: [1015, 220, 1284, 246]
munich-headline-2: ΤΑ ΑΠΟΡΡΙΜΜΑΤΑ ΜΕ ΤΟΥΣ ΟΔΟΚΑΘΑΡΙΣΤΑΣ: [43, 1340, 394, 1357]
pardon-article: [643, 1693, 1004, 1738]
box-body: ΣΥΝΕΧΕΙΑ ΕΚ ΤΗΣ 1ΗΣ ΣΕΛ. Η έκθεσις ύποβλήθη είς τήν άρμοδίαν έπιτροπήν πρός μελέτην.: [441, 1352, 631, 1405]
box-title: ΑΠΕΙΛΕΙ: [1124, 322, 1175, 337]
box-title: ΚΑΘΟΛΙΚΟΣ ΙΕΡΕΥΣ: [475, 688, 597, 703]
para-plans: ΚΑΪΡΟΝ, 16. Ο ύπουργός Εξωτερικών τής Αιγύπτου ένημέρωσε τούς πρεσβευτάς τών μεγάλων δυνάμεων.: [223, 451, 429, 505]
weather-box: [441, 359, 631, 518]
para-weapons: ΚΑΪΡΟΝ, 16. Ο άρχηγός τής αίγυπτιακής άεροπορίας έπεθεώρησε μονάδας είς τήν ζώνην τής διώρυγος.: [223, 685, 429, 739]
market-text: ΒΟΝΝΗ, 16. Ολονέν περισσότεροι Βρετανοί έργάται μεταβαίνουν είς τήν Δυτικήν Γερμανίαν.: [828, 1412, 1004, 1465]
box-body: ΣΙΓΚΑΠΟΥΡΗ, 16. Αί κυβερνήσεις τής Μαλαισίας καί Ινδονησίας έδήλωσαν ότι τά στενά δέν άποτελούν διεθνή ύδατα.: [441, 594, 631, 660]
ireland-text: ΛΟΝΔΙΝΟΝ, 16. Η βρετανική κυβέρνησις παρεδέχθη ότι έγινεν κακή μεταχείρισις κρατουμένων.: [1294, 1207, 1562, 1248]
section-plans: ΣΧΕΔΙΟΝ ΔΡΑΣΕΩΣ: [269, 434, 384, 449]
box-body: ΚΑΝΒΕΛΛΑΝΤ, 16. Ό θηριοδαμαστής έτραυματίσθη κατά τήν διάρκειαν παραστάσεως.: [1015, 539, 1284, 579]
vehicle-box: [1015, 705, 1284, 809]
short-news-column: [441, 0, 631, 2349]
section-romania: ΡΟΥΜΑΝΙΚΟΝ ΑΙΤΗΜΑ: [1360, 429, 1495, 444]
gandhi-text: ΝΕΟΝ ΔΕΛΧΙ, 16. Η κυβέρνησις ήρχισε τήν σταδιακήν άφαίρεσιν τών προνομίων τών πριγκήπων.: [223, 1596, 429, 1637]
box-title: Η ΕΚΘΕΣΙΣ: [504, 1261, 568, 1275]
pardon-text: ΠΑΡΙΣΙΟΙ, 16. Ο Πρόεδρος τής Γαλλικής Δημοκρατίας άπένειμε χάριν είς καταδικασθέντα.: [643, 1737, 818, 1790]
box-title: ΕΙΣ ΤΟ ΛΟΝΔΙΝΟΝ: [481, 1030, 590, 1045]
para-agreement: Αί άντιπροσωπείαι τών άραβικών χωρών συνέρχονται είς συσκέψεις διά τήν διαμόρφωσιν κοινής γραμμής.: [8, 715, 214, 769]
box-body: Κατά τήν χθεσινήν ήμέραν ό καιρός ύπήρξε άστατος μέ βροχάς είς πολλάς περιοχάς τής χώρας.: [441, 469, 631, 510]
para-weapons: ΚΑΪΡΟΝ, 16. Ο άρχηγός τής αίγυπτιακής άεροπορίας έπεθεώρησε μονάδας είς τήν ζώνην τής διώρυγος.: [223, 740, 429, 794]
piraeus-box: [441, 202, 631, 353]
lead-headline-3: ΤΟΥ ΑΝΑΠΛΗΡΩΤΟΥ ΤΟΥ ΣΑΝΤΑΤ: [35, 99, 402, 167]
pardon-text: ΠΑΡΙΣΙΟΙ, 16. Ο Πρόεδρος τής Γαλλικής Δημοκρατίας άπένειμε χάριν είς καταδικασθέντα.: [643, 1847, 818, 1900]
col1-para: Τά τελευταία χρόνια οί πολιτικοί κύκλοι τής Αιγύπτου έκφράζουν τήν έκτίμησιν ότι ή άναζήτησις ειρηνικής λύσεως δέν πρέπει νά άποκλεισθή. Η θέσις τής χώρας παραμένει σταθερά.: [8, 457, 214, 537]
col7: [1294, 144, 1562, 815]
telescope-headline-1: ΚΑΤΟΠΤΡΙΚΟΝ ΤΗΛΕΣΚΟΠΙΟΝ ΘΑ ΔΥΝΗΘΗ: [690, 1538, 956, 1553]
pardon-headline-2: ΕΙΣ ΚΑΤΑΔΙΚΑΣΘΕΝΤΑ ΕΙΣ ΘΑΝΑΤΟΝ ΓΑΛΛΟΝ: [681, 1715, 965, 1731]
rail-headline-1: ΕΙΔΙΚΑ ΜΕΤΡΑ ΔΙΑ ΝΑ ΑΠΟΦΕΥΓΟΝΤΑΙ: [1149, 1265, 1429, 1283]
econ-headline-1: Η οικονομική κάμψις: [589, 0, 858, 31]
workweek-body: [643, 925, 1004, 1061]
algerians-box: [1015, 150, 1284, 283]
home-headline-2: ΗΡΧΙΣΕ ΤΑΣ ΣΥΝΟΜΙΛΙΑΣ ΜΕΤΑ ΤΟΥ ΣΜΙΘ: [49, 1110, 388, 1130]
column-rule: [637, 0, 638, 2349]
ireland-headline-1: ΟΙ ΑΓΓΛΟΙ ΠΑΡΑΔΕΧΟΝΤΑΙ «ΚΑΚΗΝ ΜΕΤΑΧΕΙΡΙΣΙΝ»: [1128, 1129, 1449, 1145]
telescope-text: ΚΑΤΣΑΒΕΡΓΗ, 16. Το νέον τηλεσκόπιον θά έπιτρέψη τήν παρατήρησιν άπομεμακρυσμένων γαλαξιών.: [828, 1630, 1004, 1683]
col1-para: Τά τελευταία χρόνια οί πολιτικοί κύκλοι τής Αιγύπτου έκφράζουν τήν έκτίμησιν ότι ή άναζήτησις ειρηνικής λύσεως δέν πρέπει νά άποκλεισθή. Η θέσις τής χώρας παραμένει σταθερά.: [8, 375, 214, 456]
workweek-text: ΣΙΔΝΕΥ, 16. Οί δημόσιοι ύπάλληλοι τής Αύστραλίας ζητούν τήν καθιέρωσιν έβδομάδος έργασίας τεσσάρων ήμερών.: [643, 993, 818, 1058]
lead-subheadline-1: Ιην Δεκεμβρίου άρχίζει είς τόν ΟΗΕ: [37, 170, 400, 194]
munich-article: [8, 1315, 429, 1366]
section-war: ΑΝΑΠΟΦΕΥΚΤΟΣ Ο ΠΟΛΕΜΟΣ: [20, 829, 202, 844]
spain-headline-1: ΑΜΦΙΣΒΗΤΟΥΝ ΟΙ ΠΟΛΙΤΙΚΟΙ ΚΡΑΤΟΥΜΕΝΟΙ: [685, 1212, 961, 1228]
algeria-text: ΠΑΡΙΣΙΟΙ, 16. Η συμφωνία διά τά πετρέλαια τερματίζει τήν κρίσιν μεταξύ Γαλλίας καί Αλγερίας.: [8, 949, 214, 989]
econ-dateline: ΒΟΝΝΗ, 16. (Ημιμ. Τύπος).: [653, 196, 806, 209]
workweek-text: ΣΙΔΝΕΥ, 16. Οί δημόσιοι ύπάλληλοι τής Αύστραλίας ζητούν τήν καθιέρωσιν έβδομάδος έργασίας τεσσάρων ήμερών.: [828, 924, 1004, 991]
box-title: ΕΛΗΞΕΝ Η ΑΠΕΡΓΙΑ: [1090, 608, 1209, 622]
col2-para: Η διεξαγωγή διαπραγματεύσεων μεταξύ τών δύο πλευρών θεωρείται δυσχερής. Οί παρατηρηταί σημειώνουν ότι ή κατάστασις έξελίσσεται ταχέως.: [223, 294, 429, 361]
cyprus-body: [1015, 886, 1562, 1113]
gandhi-text: ΝΕΟΝ ΔΕΛΧΙ, 16. Η κυβέρνησις ήρχισε τήν σταδιακήν άφαίρεσιν τών προνομίων τών πριγκήπων.: [223, 1680, 429, 1720]
econ-text: Η γενική επιβράδυνσις τού ρυθμού τής οίκονομικής άναπτύξεως τής Δυτικής Γερμανίας προκαλεί άνησυχίας είς τούς έργατικούς κύκλους. Αί συνδικαλιστικαί όργανώσεις άπειλούν μέ άπεργίας.: [643, 318, 818, 424]
italy-body: [643, 1114, 1004, 1198]
algeria-text: ΠΑΡΙΣΙΟΙ, 16. Η συμφωνία διά τά πετρέλαια τερματίζει τήν κρίσιν μεταξύ Γαλλίας καί Αλγερίας.: [8, 1032, 214, 1072]
tariff-headline-3: ΤΟΝ ΠΡΟΣΘΕΤΟΝ ΕΚ 10% ΔΑΣΜΟΝ: [1062, 54, 1515, 84]
nato-text: ΑΘΗΝΑΙ, 16. Ηρχισαν σήμερον αί έργασίαι τής συνόδου τών χωρών-μελών τής νοτιοανατολικής πτέρυγος τού ΝΑΤΟ.: [643, 735, 818, 802]
box-title: ΔΕΝ ΑΠΟΤΕΛΟΥΝ: [483, 558, 589, 571]
spain-text: ΜΑΔΡΙΤΗ, 16. Οί πολιτικοί κρατούμενοι διατυπώνουν άμφιβολίας διά τήν οίκονομικήν βελτίωσιν.: [828, 1249, 1004, 1302]
box-title: ΕΠΕΚΗΡΥΞΕ: [498, 708, 574, 722]
nato-headline-3: ΜΕ ΣΥΜΜΕΤΟΧΗΝ ΕΛΛΗΝΩΝ ΚΑΙ ΣΥΜΜΑΧΩΝ ΕΠΙΤΕΛΩΝ: [661, 577, 986, 592]
